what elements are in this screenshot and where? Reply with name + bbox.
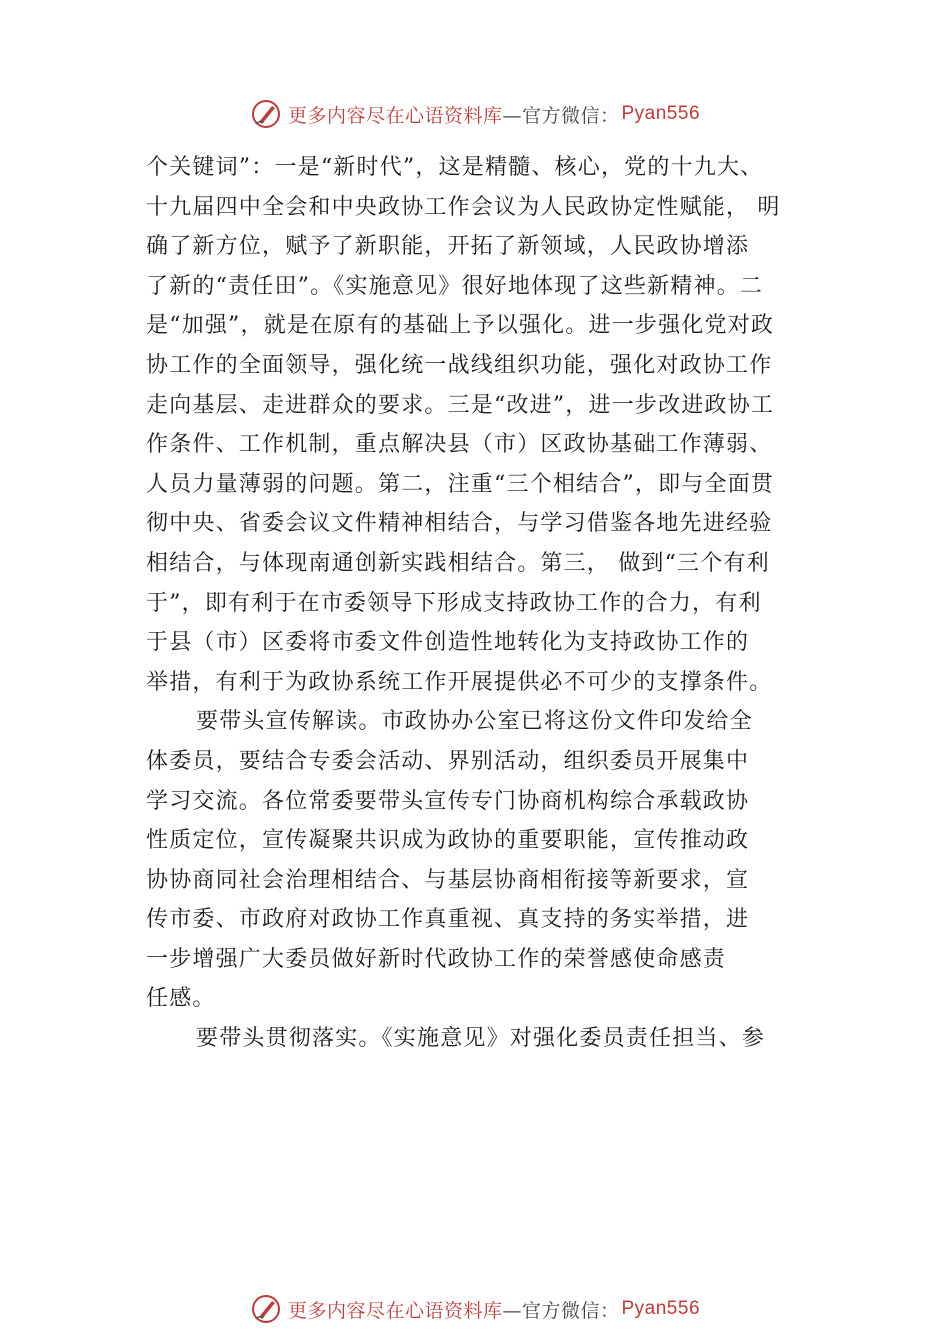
quill-logo-icon <box>250 1293 282 1325</box>
paragraph-start-line: 要带头宣传解读。市政协办公室已将这份文件印发给全 <box>196 709 753 735</box>
header-banner <box>0 94 950 134</box>
body-line: 确了新方位，赋予了新职能，开拓了新领域，人民政协增添 <box>146 234 750 260</box>
header-banner-wechat-id: Pyan556 <box>621 103 701 124</box>
body-line: 协协商同社会治理相结合、与基层协商相衔接等新要求，宣 <box>146 867 750 893</box>
body-line: 作条件、工作机制，重点解决县（市）区政协基础工作薄弱、 <box>146 432 773 458</box>
footer-banner <box>0 1289 950 1329</box>
body-line: 人员力量薄弱的问题。第二，注重“三个相结合”，即与全面贯 <box>146 471 775 497</box>
body-line: 彻中央、省委会议文件精神相结合，与学习借鉴各地先进经验 <box>146 511 773 537</box>
paragraph-start-line: 要带头贯彻落实。《实施意见》对强化委员责任担当、参 <box>196 1026 766 1052</box>
body-line: 传市委、市政府对政协工作真重视、真支持的务实举措，进 <box>146 907 750 933</box>
header-banner-text <box>288 101 700 128</box>
body-line: 体委员，要结合专委会活动、界别活动，组织委员开展集中 <box>146 748 750 774</box>
body-line: 个关键词”：一是“新时代”，这是精髓、核心，党的十九大、 <box>146 155 764 180</box>
body-line: 于县（市）区委将市委文件创造性地转化为支持政协工作的 <box>146 630 750 656</box>
body-line: 举措，有利于为政协系统工作开展提供必不可少的支撑条件。 <box>146 669 773 695</box>
footer-banner-wechat-label: —官方微信： <box>502 1299 620 1322</box>
footer-banner-title: 更多内容尽在心语资料库 <box>287 1299 503 1322</box>
body-line: 一步增强广大委员做好新时代政协工作的荣誉感使命感责 <box>146 946 727 972</box>
document-body <box>146 148 846 1059</box>
footer-banner-wechat-id: Pyan556 <box>621 1298 701 1319</box>
body-line: 学习交流。各位常委要带头宣传专门协商机构综合承载政协 <box>146 788 750 814</box>
quill-logo-icon <box>250 98 282 130</box>
body-line: 协工作的全面领导，强化统一战线组织功能，强化对政协工作 <box>146 352 773 378</box>
body-line: 性质定位，宣传凝聚共识成为政协的重要职能，宣传推动政 <box>146 828 750 854</box>
body-line: 走向基层、走进群众的要求。三是“改进”，进一步改进政协工 <box>146 392 775 418</box>
body-line: 于”，即有利于在市委领导下形成支持政协工作的合力，有利 <box>146 590 762 616</box>
footer-banner-text <box>288 1296 700 1323</box>
body-line: 了新的“责任田”。《实施意见》很好地体现了这些新精神。二 <box>146 273 764 299</box>
header-banner-wechat-label: —官方微信： <box>502 104 620 127</box>
body-line: 任感。 <box>146 986 216 1012</box>
body-line: 十九届四中全会和中央政协工作会议为人民政协定性赋能， 明 <box>146 194 781 220</box>
header-banner-title: 更多内容尽在心语资料库 <box>287 104 503 127</box>
body-line: 相结合，与体现南通创新实践相结合。第三， 做到“三个有利 <box>146 550 770 576</box>
body-line: 是“加强”，就是在原有的基础上予以强化。进一步强化党对政 <box>146 313 775 339</box>
